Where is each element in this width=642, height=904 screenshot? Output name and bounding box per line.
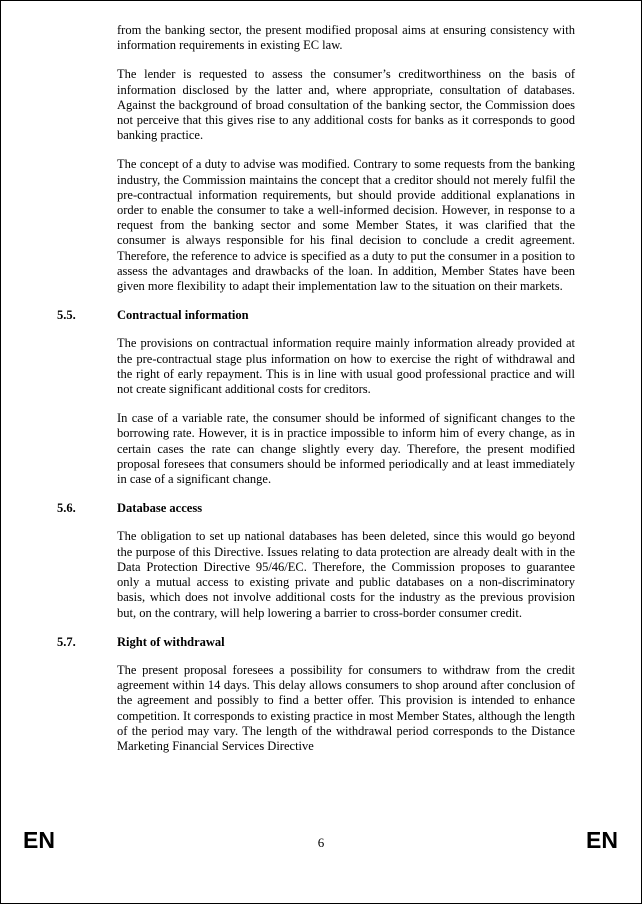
document-body bbox=[57, 23, 575, 768]
paragraph: The lender is requested to assess the consumer’s creditworthiness on the basis of information disclosed by the latter and, where appropriate, consultation of databases. Against the background of broad consultation of the banking sector, the Commission does not perceive that this gives rise to any additional costs for banks as it corresponds to good banking practice. bbox=[117, 67, 575, 143]
paragraph: from the banking sector, the present modified proposal aims at ensuring consistency with information requirements in existing EC law. bbox=[117, 23, 575, 53]
section-heading-5-5 bbox=[57, 308, 575, 323]
paragraph: The obligation to set up national databases has been deleted, since this would go beyond the purpose of this Directive. Issues relating to data protection are already dealt with in the Data Protection Directive 95/46/EC. Therefore, the Commission proposes to guarantee only a mutual access to existing private and public databases on a non-discriminatory basis, which does not involve additional costs for the industry as the previous provision but, on the contrary, will help lowering a barrier to cross-border consumer credit. bbox=[117, 529, 575, 620]
paragraph: In case of a variable rate, the consumer should be informed of significant changes to the borrowing rate. However, it is in practice impossible to inform him of every change, as in certain cases the rate can change slightly every day. Therefore, the present modified proposal foresees that consumers should be informed periodically and at least immediately in case of a significant change. bbox=[117, 411, 575, 487]
section-heading-5-6 bbox=[57, 501, 575, 516]
page-number: 6 bbox=[317, 835, 325, 850]
section-number: 5.7. bbox=[57, 634, 76, 649]
section-number: 5.6. bbox=[57, 501, 76, 516]
section-heading-5-7 bbox=[57, 634, 575, 650]
language-code-left: EN bbox=[23, 827, 55, 853]
section-title: Right of withdrawal bbox=[117, 634, 225, 649]
language-code-right: EN bbox=[586, 827, 618, 853]
section-number: 5.5. bbox=[57, 308, 76, 323]
paragraph: The present proposal foresees a possibility for consumers to withdraw from the credit agreement within 14 days. This delay allows consumers to shop around after conclusion of the agreement and possibly to find a better offer. This provision is intended to enhance competition. It corresponds to existing practice in most Member States, although the length of the period may vary. The length of the withdrawal period corresponds to the Distance Marketing Financial Services Directive bbox=[117, 662, 575, 753]
paragraph: The concept of a duty to advise was modified. Contrary to some requests from the banking industry, the Commission maintains the concept that a creditor should not merely fulfil the pre-contractual information requirements, but should provide additional explanations in order to enable the consumer to take a well-informed decision. However, in response to a request from the banking sector and some Member States, it was clarified that the consumer is always responsible for his final decision to conclude a credit agreement. Therefore, the reference to advice is specified as a duty to put the consumer in a position to assess the advantages and drawbacks of the loan. In addition, Member States have been given more flexibility to adapt their implementation law to the situation on their markets. bbox=[117, 157, 575, 294]
section-title: Contractual information bbox=[117, 308, 249, 323]
paragraph: The provisions on contractual information require mainly information already provided at the pre-contractual stage plus information on how to exercise the right of withdrawal and the right of early repayment. This is in line with usual good professional practice and will not create significant additional costs for creditors. bbox=[117, 336, 575, 397]
section-title: Database access bbox=[117, 501, 203, 516]
